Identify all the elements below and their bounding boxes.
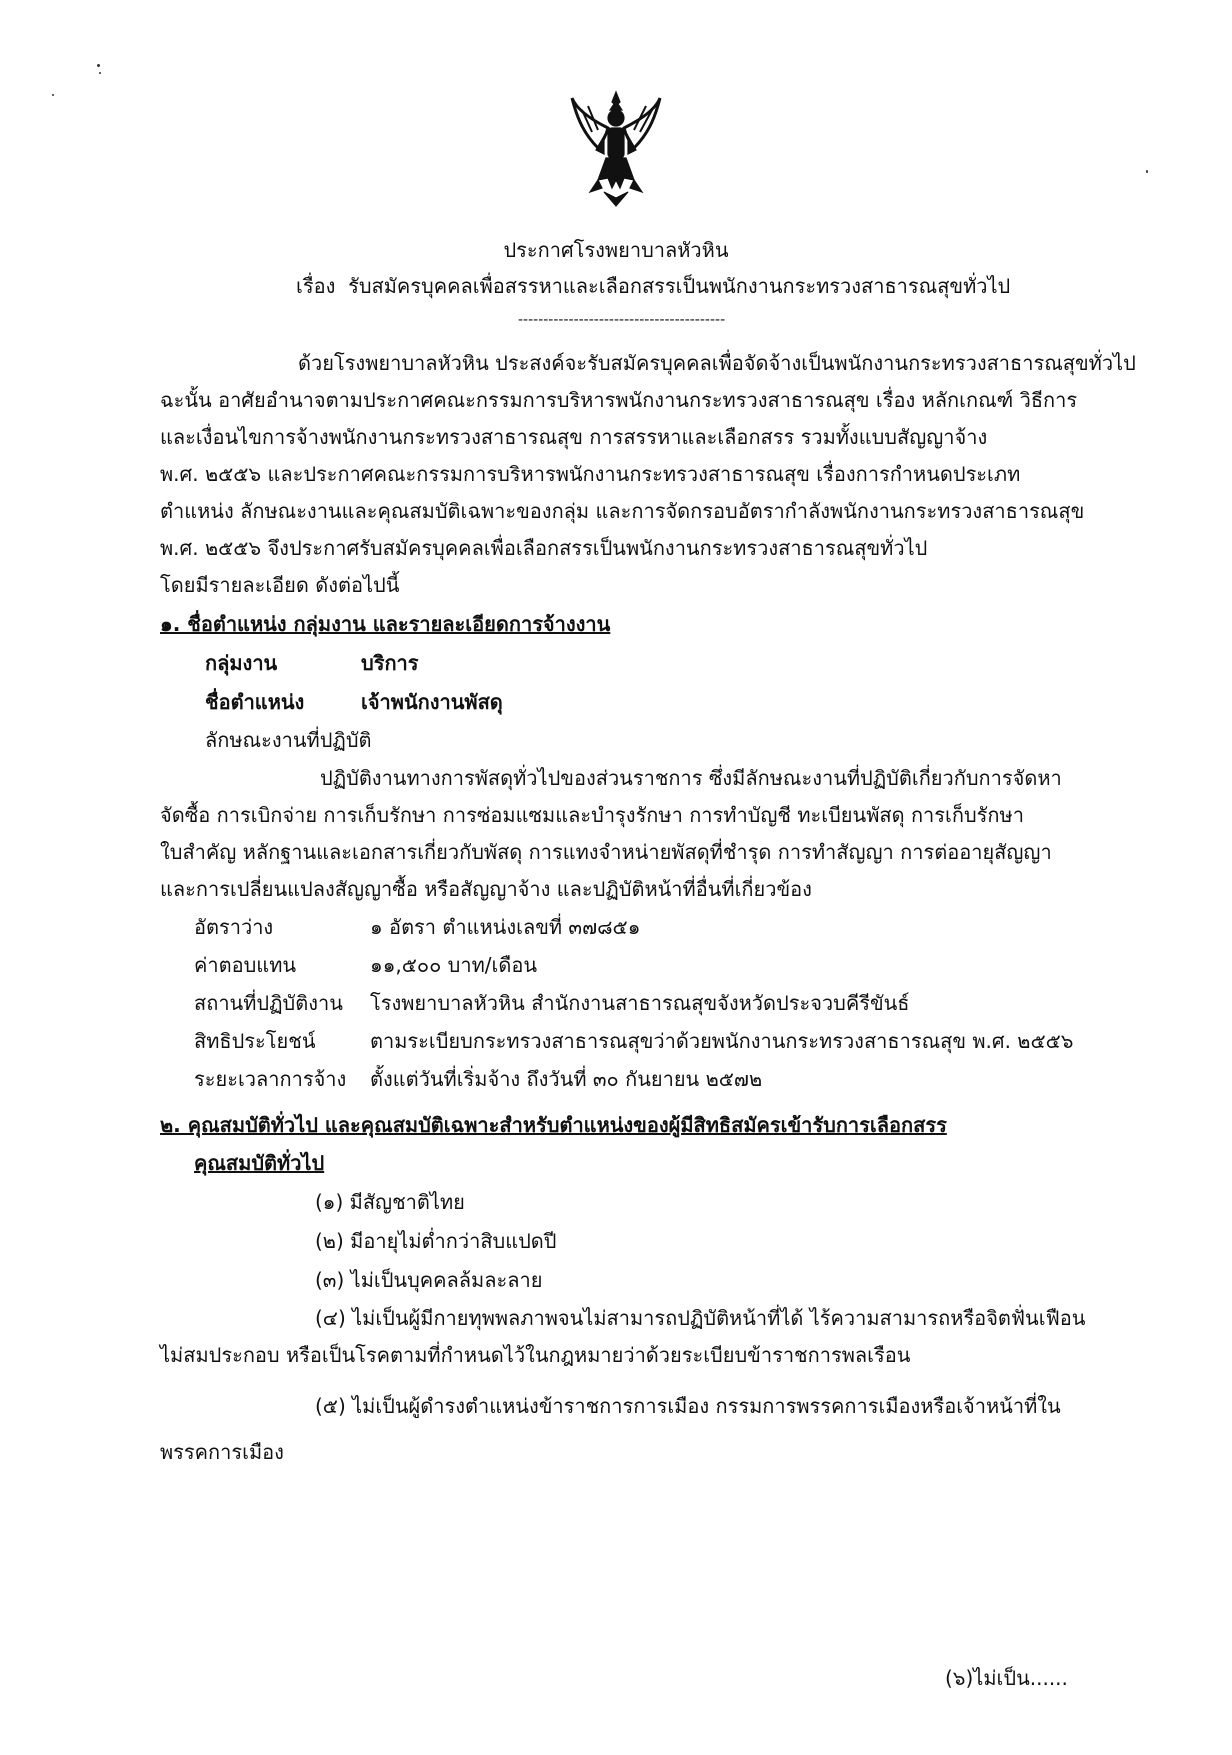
- announcement-subject: [296, 274, 1010, 298]
- scan-speck: [1146, 170, 1148, 173]
- duties-line-3: ใบสำคัญ หลักฐานและเอกสารเกี่ยวกับพัสดุ การแทงจำหน่ายพัสดุที่ชำรุด การทำสัญญา การต่ออายุสัญญา: [160, 840, 1052, 864]
- detail-value: ๑๑,๕๐๐ บาท/เดือน: [370, 953, 538, 977]
- header-divider: -----------------------------------------: [518, 312, 726, 328]
- scan-speck: [99, 72, 101, 74]
- qualification-item-5: (๕) ไม่เป็นผู้ดำรงตำแหน่งข้าราชการการเมือง กรรมการพรรคการเมืองหรือเจ้าหน้าที่ใน: [315, 1394, 1061, 1418]
- section-1-heading: ๑. ชื่อตำแหน่ง กลุ่มงาน และรายละเอียดการจ้างงาน: [160, 612, 611, 636]
- detail-row-period: [194, 1067, 762, 1091]
- qualification-item-4: (๔) ไม่เป็นผู้มีกายทุพพลภาพจนไม่สามารถปฏิบัติหน้าที่ได้ ไร้ความสามารถหรือจิตฟั่นเฟือน: [315, 1306, 1086, 1330]
- section-2-heading: ๒. คุณสมบัติทั่วไป และคุณสมบัติเฉพาะสำหรับตำแหน่งของผู้มีสิทธิสมัครเข้ารับการเลือกสรร: [160, 1113, 947, 1137]
- detail-label: ระยะเวลาการจ้าง: [194, 1067, 347, 1091]
- qualification-item-5-cont: พรรคการเมือง: [160, 1440, 284, 1464]
- position-value: เจ้าพนักงานพัสดุ: [361, 690, 503, 714]
- intro-line-5: ตำแหน่ง ลักษณะงานและคุณสมบัติเฉพาะของกลุ่ม และการจัดกรอบอัตรากำลังพนักงานกระทรวงสาธารณสุข: [160, 499, 1085, 523]
- duties-label: ลักษณะงานที่ปฏิบัติ: [205, 728, 372, 752]
- detail-label: อัตราว่าง: [194, 915, 274, 939]
- announcement-title: ประกาศโรงพยาบาลหัวหิน: [503, 238, 729, 262]
- duties-line-2: จัดซื้อ การเบิกจ่าย การเก็บรักษา การซ่อมแซมและบำรุงรักษา การทำบัญชี ทะเบียนพัสดุ การเก็บรักษา: [160, 803, 1024, 827]
- subject-label: เรื่อง: [296, 274, 336, 298]
- detail-row-vacancy: [194, 915, 640, 939]
- work-group-label: กลุ่มงาน: [205, 651, 278, 675]
- scan-speck: [97, 64, 100, 67]
- scan-speck: [52, 94, 54, 96]
- duties-line-1: ปฏิบัติงานทางการพัสดุทั่วไปของส่วนราชการ ซึ่งมีลักษณะงานที่ปฏิบัติเกี่ยวกับการจัดหา: [320, 766, 1062, 790]
- intro-line-7: โดยมีรายละเอียด ดังต่อไปนี้: [160, 573, 400, 597]
- work-group-row: [205, 651, 419, 675]
- qualification-item-3: (๓) ไม่เป็นบุคคลล้มละลาย: [315, 1268, 543, 1292]
- detail-row-benefits: [194, 1029, 1073, 1053]
- intro-line-1: ด้วยโรงพยาบาลหัวหิน ประสงค์จะรับสมัครบุคคลเพื่อจัดจ้างเป็นพนักงานกระทรวงสาธารณสุขทั่วไป: [298, 351, 1136, 375]
- detail-row-workplace: [194, 991, 910, 1015]
- detail-label: สิทธิประโยชน์: [194, 1029, 316, 1053]
- qualification-item-1: (๑) มีสัญชาติไทย: [315, 1190, 465, 1214]
- detail-value: ตามระเบียบกระทรวงสาธารณสุขว่าด้วยพนักงานกระทรวงสาธารณสุข พ.ศ. ๒๕๕๖: [370, 1029, 1074, 1053]
- detail-value: โรงพยาบาลหัวหิน สำนักงานสาธารณสุขจังหวัดประจวบคีรีขันธ์: [370, 991, 910, 1015]
- position-row: [205, 690, 503, 714]
- position-label: ชื่อตำแหน่ง: [205, 690, 305, 714]
- section-2-subheading: คุณสมบัติทั่วไป: [194, 1151, 325, 1175]
- detail-value: ตั้งแต่วันที่เริ่มจ้าง ถึงวันที่ ๓๐ กันยายน ๒๕๗๒: [370, 1067, 763, 1091]
- qualification-item-4-cont: ไม่สมประกอบ หรือเป็นโรคตามที่กำหนดไว้ในกฎหมายว่าด้วยระเบียบข้าราชการพลเรือน: [160, 1343, 911, 1367]
- garuda-emblem-icon: [568, 88, 664, 212]
- intro-line-3: และเงื่อนไขการจ้างพนักงานกระทรวงสาธารณสุข การสรรหาและเลือกสรร รวมทั้งแบบสัญญาจ้าง: [160, 425, 988, 449]
- page-continuation: (๖)ไม่เป็น......: [945, 1666, 1068, 1690]
- detail-value: ๑ อัตรา ตำแหน่งเลขที่ ๓๗๘๕๑: [370, 915, 641, 939]
- intro-line-2: ฉะนั้น อาศัยอำนาจตามประกาศคณะกรรมการบริหารพนักงานกระทรวงสาธารณสุข เรื่อง หลักเกณฑ์ วิธีการ: [160, 388, 1078, 412]
- detail-label: สถานที่ปฏิบัติงาน: [194, 991, 343, 1015]
- qualification-item-2: (๒) มีอายุไม่ต่ำกว่าสิบแปดปี: [315, 1229, 557, 1253]
- work-group-value: บริการ: [361, 651, 419, 675]
- intro-line-6: พ.ศ. ๒๕๕๖ จึงประกาศรับสมัครบุคคลเพื่อเลือกสรรเป็นพนักงานกระทรวงสาธารณสุขทั่วไป: [160, 536, 928, 560]
- detail-row-salary: [194, 953, 537, 977]
- detail-label: ค่าตอบแทน: [194, 953, 297, 977]
- intro-line-4: พ.ศ. ๒๕๕๖ และประกาศคณะกรรมการบริหารพนักงานกระทรวงสาธารณสุข เรื่องการกำหนดประเภท: [160, 462, 1021, 486]
- subject-text: รับสมัครบุคคลเพื่อสรรหาและเลือกสรรเป็นพนักงานกระทรวงสาธารณสุขทั่วไป: [348, 274, 1011, 298]
- duties-line-4: และการเปลี่ยนแปลงสัญญาซื้อ หรือสัญญาจ้าง และปฏิบัติหน้าที่อื่นที่เกี่ยวข้อง: [160, 877, 812, 901]
